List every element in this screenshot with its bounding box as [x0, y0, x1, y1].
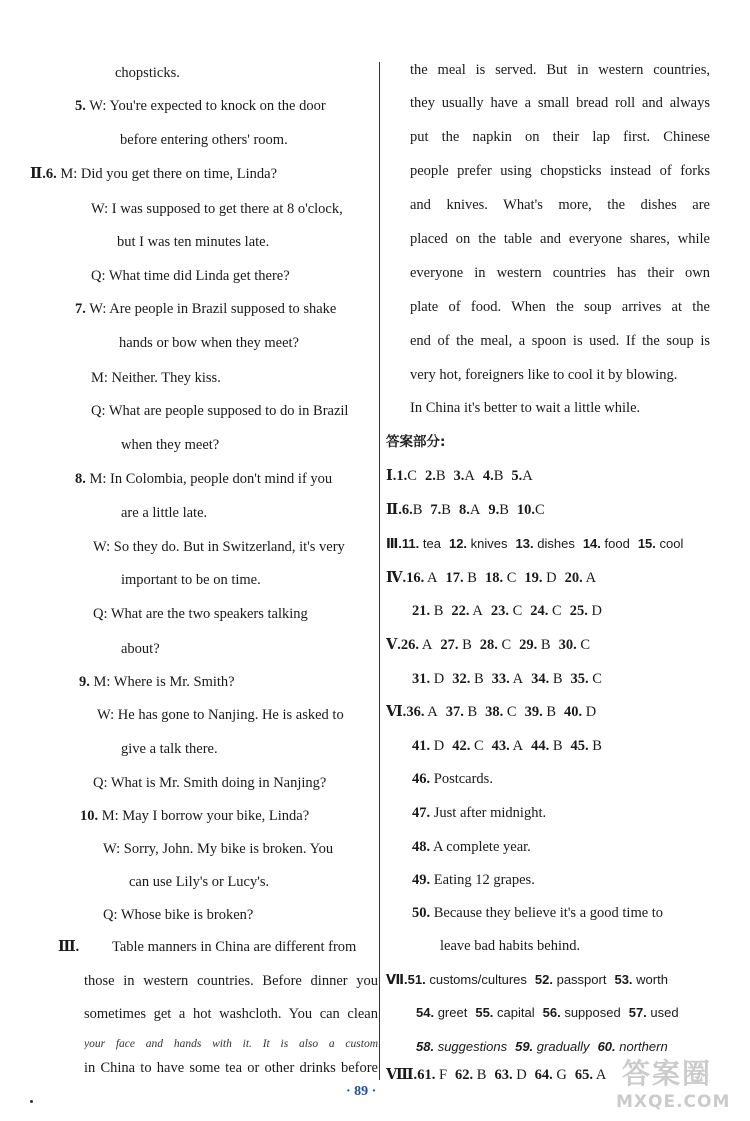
text-line: Q: What time did Linda get there? — [91, 268, 290, 284]
answer-row: 41. D 42. C 43. A 44. B 45. B — [412, 738, 602, 754]
answer-row: leave bad habits behind. — [440, 938, 581, 954]
answer-row: Ⅳ.16. A 17. B 18. C 19. D 20. A — [386, 570, 597, 586]
text-line: W: I was supposed to get there at 8 o'clock, — [91, 201, 343, 217]
passage-line: put the napkin on their lap first. Chinese — [410, 129, 710, 145]
answer-row: Ⅲ.11. tea 12. knives 13. dishes 14. food 15. cool — [386, 536, 684, 551]
text-line: important to be on time. — [121, 572, 261, 588]
text-line: can use Lily's or Lucy's. — [129, 874, 270, 890]
text-line: W: So they do. But in Switzerland, it's very — [93, 539, 345, 555]
text-line: Q: Whose bike is broken? — [103, 907, 254, 923]
scan-speck — [30, 1100, 33, 1103]
answer-row: Ⅷ.61. F 62. B 63. D 64. G 65. A — [386, 1067, 607, 1083]
answer-row: Ⅶ.51. customs/cultures 52. passport 53. worth — [386, 972, 668, 987]
answer-heading: 答案部分: — [386, 434, 446, 450]
passage-line: placed on the table and everyone shares, while — [410, 231, 710, 247]
passage-line: end of the meal, a spoon is used. If the soup is — [410, 333, 710, 349]
answer-row: 58. suggestions 59. gradually 60. northern — [416, 1039, 668, 1054]
passage-line: plate of food. When the soup arrives at the — [410, 299, 710, 315]
passage-line: they usually have a small bread roll and always — [410, 95, 710, 111]
watermark-url: MXQE.COM — [616, 1092, 731, 1112]
text-line: hands or bow when they meet? — [119, 335, 299, 351]
text-line: 10. M: May I borrow your bike, Linda? — [80, 808, 310, 824]
answer-row: 46. Postcards. — [412, 771, 493, 787]
column-divider — [379, 62, 380, 1080]
text-line: 9. M: Where is Mr. Smith? — [79, 674, 235, 690]
text-line: W: Sorry, John. My bike is broken. You — [103, 841, 334, 857]
text-line: 5. W: You're expected to knock on the door — [75, 98, 326, 114]
answer-row: 50. Because they believe it's a good time to — [412, 905, 664, 921]
answer-row: 21. B 22. A 23. C 24. C 25. D — [412, 603, 602, 619]
text-line: M: Neither. They kiss. — [91, 370, 221, 386]
text-line: chopsticks. — [115, 65, 180, 81]
passage-line: the meal is served. But in western countries, — [410, 62, 710, 78]
page-number: · 89 · — [346, 1084, 377, 1099]
answer-row: Ⅰ.1.C 2.B 3.A 4.B 5.A — [386, 468, 533, 484]
answer-row: Ⅱ.6.B 7.B 8.A 9.B 10.C — [386, 502, 545, 518]
passage-line: and knives. What's more, the dishes are — [410, 197, 710, 213]
watermark-logo — [612, 1052, 748, 1118]
passage-line: everyone in western countries has their own — [410, 265, 710, 281]
text-line: are a little late. — [121, 505, 208, 521]
answer-row: Ⅴ.26. A 27. B 28. C 29. B 30. C — [386, 637, 591, 653]
text-line: 7. W: Are people in Brazil supposed to shake — [75, 301, 337, 317]
answer-row: 49. Eating 12 grapes. — [412, 872, 535, 888]
text-line: W: He has gone to Nanjing. He is asked to — [97, 707, 344, 723]
text-line: Table manners in China are different from — [112, 939, 357, 955]
text-line: in China to have some tea or other drinks before — [84, 1060, 378, 1076]
text-line: when they meet? — [121, 437, 220, 453]
answer-row: 48. A complete year. — [412, 839, 531, 855]
answer-row: 47. Just after midnight. — [412, 805, 547, 821]
text-line: 8. M: In Colombia, people don't mind if you — [75, 471, 333, 487]
text-line: Ⅱ.6. M: Did you get there on time, Linda? — [30, 166, 278, 182]
text-line: those in western countries. Before dinner you — [84, 973, 378, 989]
answer-row: 54. greet 55. capital 56. supposed 57. used — [416, 1005, 679, 1020]
passage-line: people prefer using chopsticks instead of forks — [410, 163, 710, 179]
text-line: Q: What are people supposed to do in Brazil — [91, 403, 349, 419]
text-line: about? — [121, 641, 160, 657]
text-line: your face and hands with it. It is also a custom — [84, 1038, 378, 1050]
text-line: sometimes get a hot washcloth. You can clean — [84, 1006, 378, 1022]
answer-row: Ⅵ.36. A 37. B 38. C 39. B 40. D — [386, 704, 597, 720]
text-line: Q: What are the two speakers talking — [93, 606, 308, 622]
passage-line: In China it's better to wait a little while. — [410, 400, 641, 416]
passage-line: very hot, foreigners like to cool it by blowing. — [410, 367, 678, 383]
text-line: give a talk there. — [121, 741, 218, 757]
text-line: Ⅲ. — [58, 939, 80, 955]
watermark-text: 答案圈 — [622, 1057, 713, 1090]
text-line: but I was ten minutes late. — [117, 234, 270, 250]
text-line: Q: What is Mr. Smith doing in Nanjing? — [93, 775, 327, 791]
text-line: before entering others' room. — [120, 132, 288, 148]
answer-row: 31. D 32. B 33. A 34. B 35. C — [412, 671, 602, 687]
